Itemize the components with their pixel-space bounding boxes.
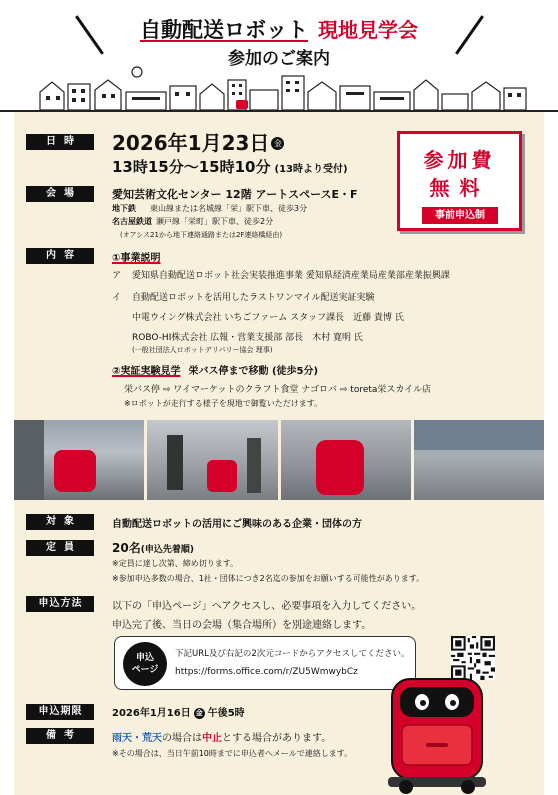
remarks-tail: とする場合があります。 [222,733,332,744]
meitetsu-access-text: 瀬戸線「栄町」駅下車、徒歩2分 [156,217,274,226]
capacity-number: 20名 [112,541,141,555]
deadline-time: 午後5時 [207,708,245,719]
robot-photo-4 [414,420,544,500]
apply-page-box [114,636,416,690]
capacity-value [112,539,194,556]
capacity-note-1: ※定員に達し次第、締め切ります。 [112,559,239,568]
label-venue: 会場 [26,186,94,202]
qr-code-icon[interactable] [451,636,495,680]
advance-registration-badge: 事前申込制 [422,207,498,224]
page-title [0,14,558,44]
deadline-date: 2026年1月16日 [112,708,191,719]
townscape-illustration [0,62,558,112]
fee-box [397,131,522,231]
tour-note: ※ロボットが走行する様子を現地で御覧いただけます。 [124,399,323,408]
label-target: 対象 [26,514,94,530]
speaker-1: 中電ウイング株式会社 いちごファーム スタッフ課長 近藤 貴博 氏 [132,313,404,323]
section-tour [112,362,318,377]
label-date: 日時 [26,134,94,150]
event-date [112,127,284,156]
header [0,0,558,112]
robot-photo-2 [147,420,277,500]
title-accent: 現地見学会 [318,18,418,42]
robot-photo-strip [14,420,544,500]
event-date-main: 2026年1月23日 [112,131,270,155]
robot-photo-3 [281,420,411,500]
weekday-badge: 金 [271,137,284,150]
apply-url-link[interactable]: https://forms.office.com/r/ZU5WmwybCz [175,667,358,677]
remarks-note: ※その場合は、当日午前10時までに申込者へメールで連絡します。 [112,749,353,758]
apply-line-2: 申込完了後、当日の会場（集合場所）を別途連絡します。 [112,620,372,631]
section-briefing: ①事業説明 [112,253,161,264]
event-time-note: (13時より受付) [274,164,348,175]
remarks-line [112,729,331,744]
venue-name: 愛知芸術文化センター 12階 アートスペースE・F [112,188,358,201]
label-deadline: 申込期限 [26,704,94,720]
remarks-mid: の場合は [162,733,202,744]
apply-line-1: 以下の「申込ページ」へアクセスし、必要事項を入力してください。 [112,601,422,612]
label-remarks: 備考 [26,728,94,744]
apply-badge-bottom: ページ [131,665,159,675]
section-tour-title: ②実証実験見学 [112,366,181,377]
title-main: 自動配送ロボット [140,18,308,42]
label-capacity: 定員 [26,540,94,556]
meitetsu-line-label: 名古屋鉄道 [112,217,152,226]
fee-free: 無料 [429,176,490,200]
event-time-main: 13時15分～15時10分 [112,158,271,176]
item-i: 自動配送ロボットを活用したラストワンマイル配送実証実験 [132,293,375,303]
subway-line-label: 地下鉄 [112,204,136,213]
item-i-mark: イ [112,293,122,303]
item-a: 愛知県自動配送ロボット社会実装推進事業 愛知県経済産業局産業部産業振興課 [132,271,450,281]
label-content: 内容 [26,248,94,264]
page-subtitle: 参加のご案内 [228,49,330,69]
remarks-cancel: 中止 [202,733,222,744]
section-tour-detail: 栄バス停まで移動 (徒歩5分) [188,366,319,377]
deadline-weekday-badge: 金 [195,709,203,717]
label-apply: 申込方法 [26,596,94,612]
apply-badge-top: 申込 [135,653,154,663]
capacity-note-inline: (申込先着順) [140,545,194,555]
event-time [112,156,348,177]
venue-access-subway [112,203,307,214]
speaker-2: ROBO-HI株式会社 広報・営業支援部 部長 木村 寛明 氏 [132,333,363,343]
deadline-value [112,704,245,719]
tour-route: 栄バス停 ⇨ ワイマーケットのクラフト食堂 ナゴロバ ⇨ toreta栄スカイル店 [124,385,432,395]
robot-photo-1 [14,420,144,500]
venue-access-note: (オアシス21から地下連絡通路または2F連絡橋経由) [120,231,283,239]
venue-access-meitetsu [112,216,273,227]
remarks-weather: 雨天・荒天 [112,733,162,744]
item-a-mark: ア [112,271,122,281]
apply-box-instruction: 下記URL及び右記の2次元コードからアクセスしてください。 [175,649,410,659]
capacity-note-2: ※参加申込多数の場合、1社・団体につき2名迄の参加をお願いする可能性があります。 [112,574,425,583]
mini-robot-icon [236,100,248,109]
speaker-2-note: (一般社団法人ロボットデリバリー協会 理事) [132,346,273,354]
subway-access-text: 東山線または名城線「栄」駅下車、徒歩3分 [150,204,308,213]
fee-label: 参加費 [423,148,496,172]
apply-page-badge [123,642,167,686]
target-text: 自動配送ロボットの活用にご興味のある企業・団体の方 [112,519,362,530]
delivery-robot-illustration [386,677,490,795]
